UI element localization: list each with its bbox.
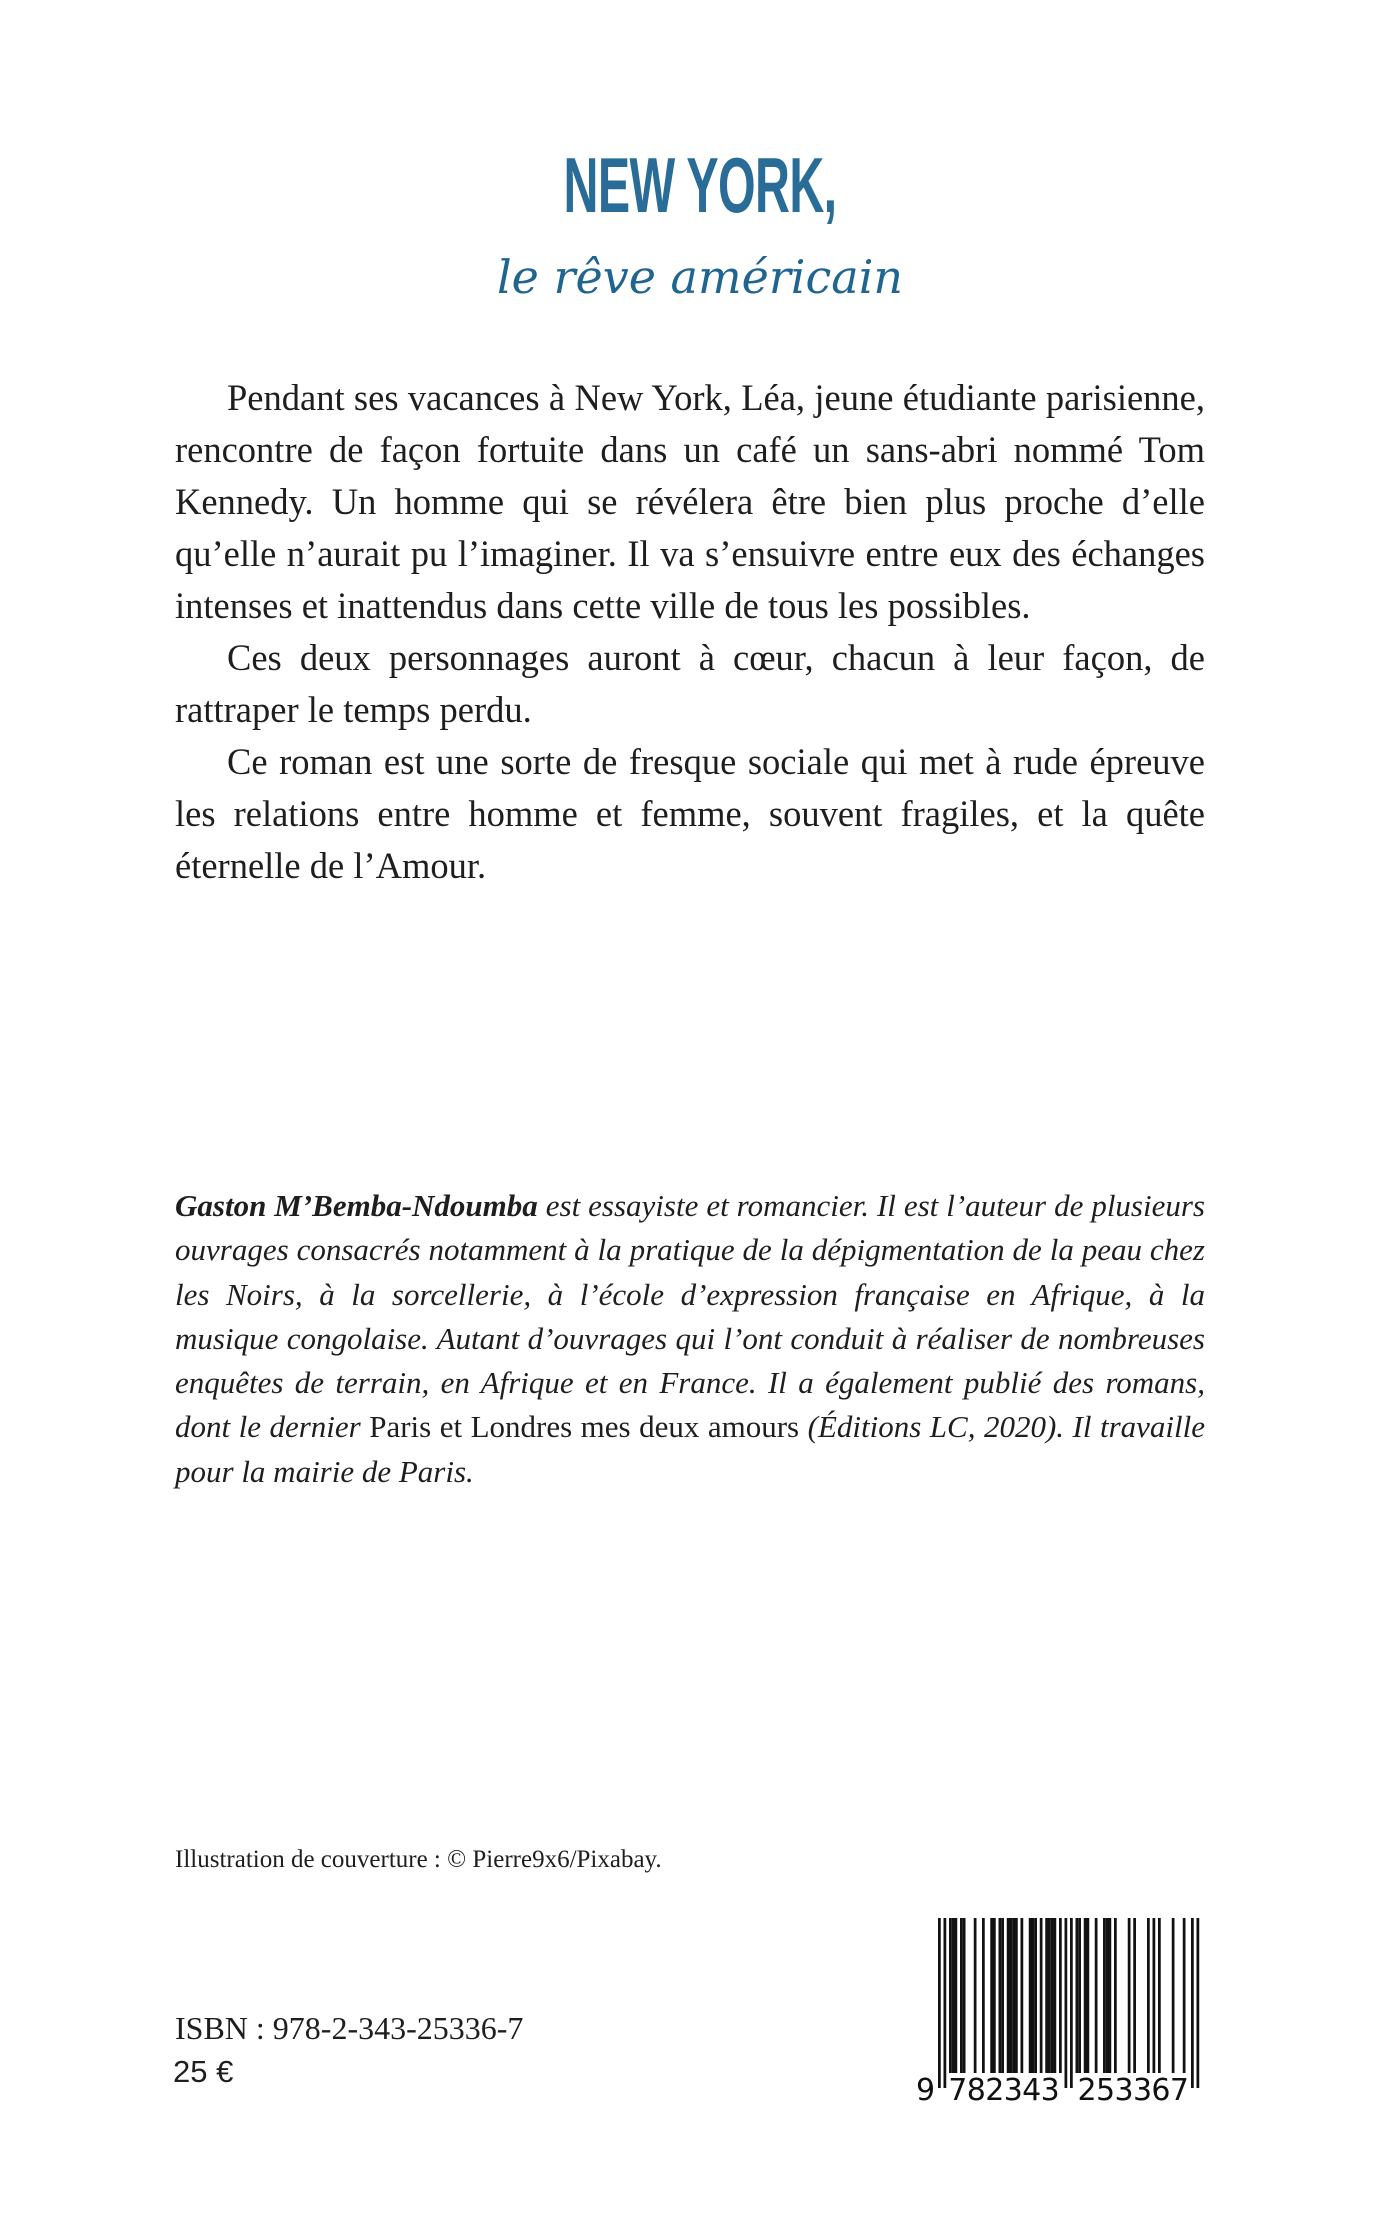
book-subtitle: le rêve américain [496,250,904,304]
barcode-bar [1051,1918,1054,2073]
barcode-bar [990,1918,993,2073]
barcode-bar [1103,1918,1106,2073]
barcode-bar [1153,1918,1156,2073]
barcode-bar [1158,1918,1161,2073]
barcode-bar [1172,1918,1175,2073]
barcode-digits: 9 [916,2073,936,2103]
barcode-bar [1015,1918,1018,2073]
barcode-bar [1133,1918,1136,2073]
barcode-bar [952,1918,955,2073]
barcode-bar [1045,1918,1048,2073]
barcode-bar [1084,1918,1087,2073]
summary-paragraph: Pendant ses vacances à New York, Léa, jeune étudiante parisienne, rencontre de façon fortuite dans un café un sans-abri nommé Tom Kennedy. Un homme qui se révélera être bien plus proche d’elle qu’elle n’aurait pu l’imaginer. Il va s’ensuivre entre eux des échanges intenses et inattendus dans cette ville de tous les possibles. [175,377,1205,626]
summary [175,372,1205,892]
bio-text: est essayiste et romancier. Il est l’auteur de plusieurs ouvrages consacrés notamment à la pratique de la dépigmentation de la peau chez les Noirs, à la sorcellerie, à l’école d’expression française en Afrique, à la musique congolaise. Autant d’ouvrages qui l’ont conduit à réaliser de nombreuses enquêtes de terrain, en Afrique et en France. Il a également publié des romans, dont le dernier [175,1188,1205,1445]
barcode-bar [1040,1918,1043,2073]
isbn: ISBN : 978-2-343-25336-7 [175,2010,524,2046]
barcode-bar [982,1918,985,2073]
barcode-bar [1191,1918,1194,2088]
barcode-bar [1114,1918,1117,2073]
barcode [912,1918,1212,2103]
barcode-bar [1147,1918,1150,2073]
barcode-bar [1032,1918,1035,2073]
barcode-bar [1078,1918,1081,2073]
summary-paragraph: Ce roman est une sorte de fresque sociale qui met à rude épreuve les relations entre homme et femme, souvent fragiles, et la quête éternelle de l’Amour. [175,741,1205,886]
barcode-bar [1054,1918,1057,2073]
barcode-bar [1007,1918,1010,2073]
barcode-bar [1065,1918,1068,2088]
barcode-bar [999,1918,1002,2073]
barcode-bar [1183,1918,1186,2073]
barcode-bar [1059,1918,1062,2073]
author-bio [175,1184,1205,1494]
barcode-bar [955,1918,958,2073]
barcode-bar [1034,1918,1037,2073]
barcode-digits: 253367 [1077,2073,1189,2103]
barcode-bar [993,1918,996,2073]
book-title: NEW YORK, [563,141,837,229]
barcode-bar [1070,1918,1073,2088]
barcode-bar [1001,1918,1004,2073]
barcode-bar [1029,1918,1032,2073]
barcode-bar [1021,1918,1024,2073]
barcode-bar [1012,1918,1015,2073]
author-name: Gaston M’Bemba-Ndoumba [175,1188,538,1223]
previous-book-title: Paris et Londres mes deux amours [369,1409,800,1445]
barcode-bar [960,1918,963,2073]
summary-paragraph: Ces deux personnages auront à cœur, chacun à leur façon, de rattraper le temps perdu. [175,637,1205,730]
barcode-bar [974,1918,977,2073]
barcode-bar [944,1918,947,2088]
barcode-bar [938,1918,941,2088]
barcode-bar [1076,1918,1079,2073]
cover-credit: Illustration de couverture : © Pierre9x6/Pixabay. [175,1846,662,1873]
barcode-bar [1048,1918,1051,2073]
barcode-bar [1106,1918,1109,2073]
bio-text-end: (Éditions LC, 2020). Il travaille pour la mairie de Paris. [175,1409,1205,1489]
barcode-bar [1128,1918,1131,2073]
barcode-bar [1087,1918,1090,2073]
barcode-bar [1095,1918,1098,2073]
barcode-bar [963,1918,966,2073]
barcode-bar [1197,1918,1200,2088]
barcode-digits: 782343 [948,2073,1060,2103]
price: 25 € [173,2054,234,2089]
barcode-bar [1109,1918,1112,2073]
barcode-bar [1010,1918,1013,2073]
barcode-bar [949,1918,952,2073]
